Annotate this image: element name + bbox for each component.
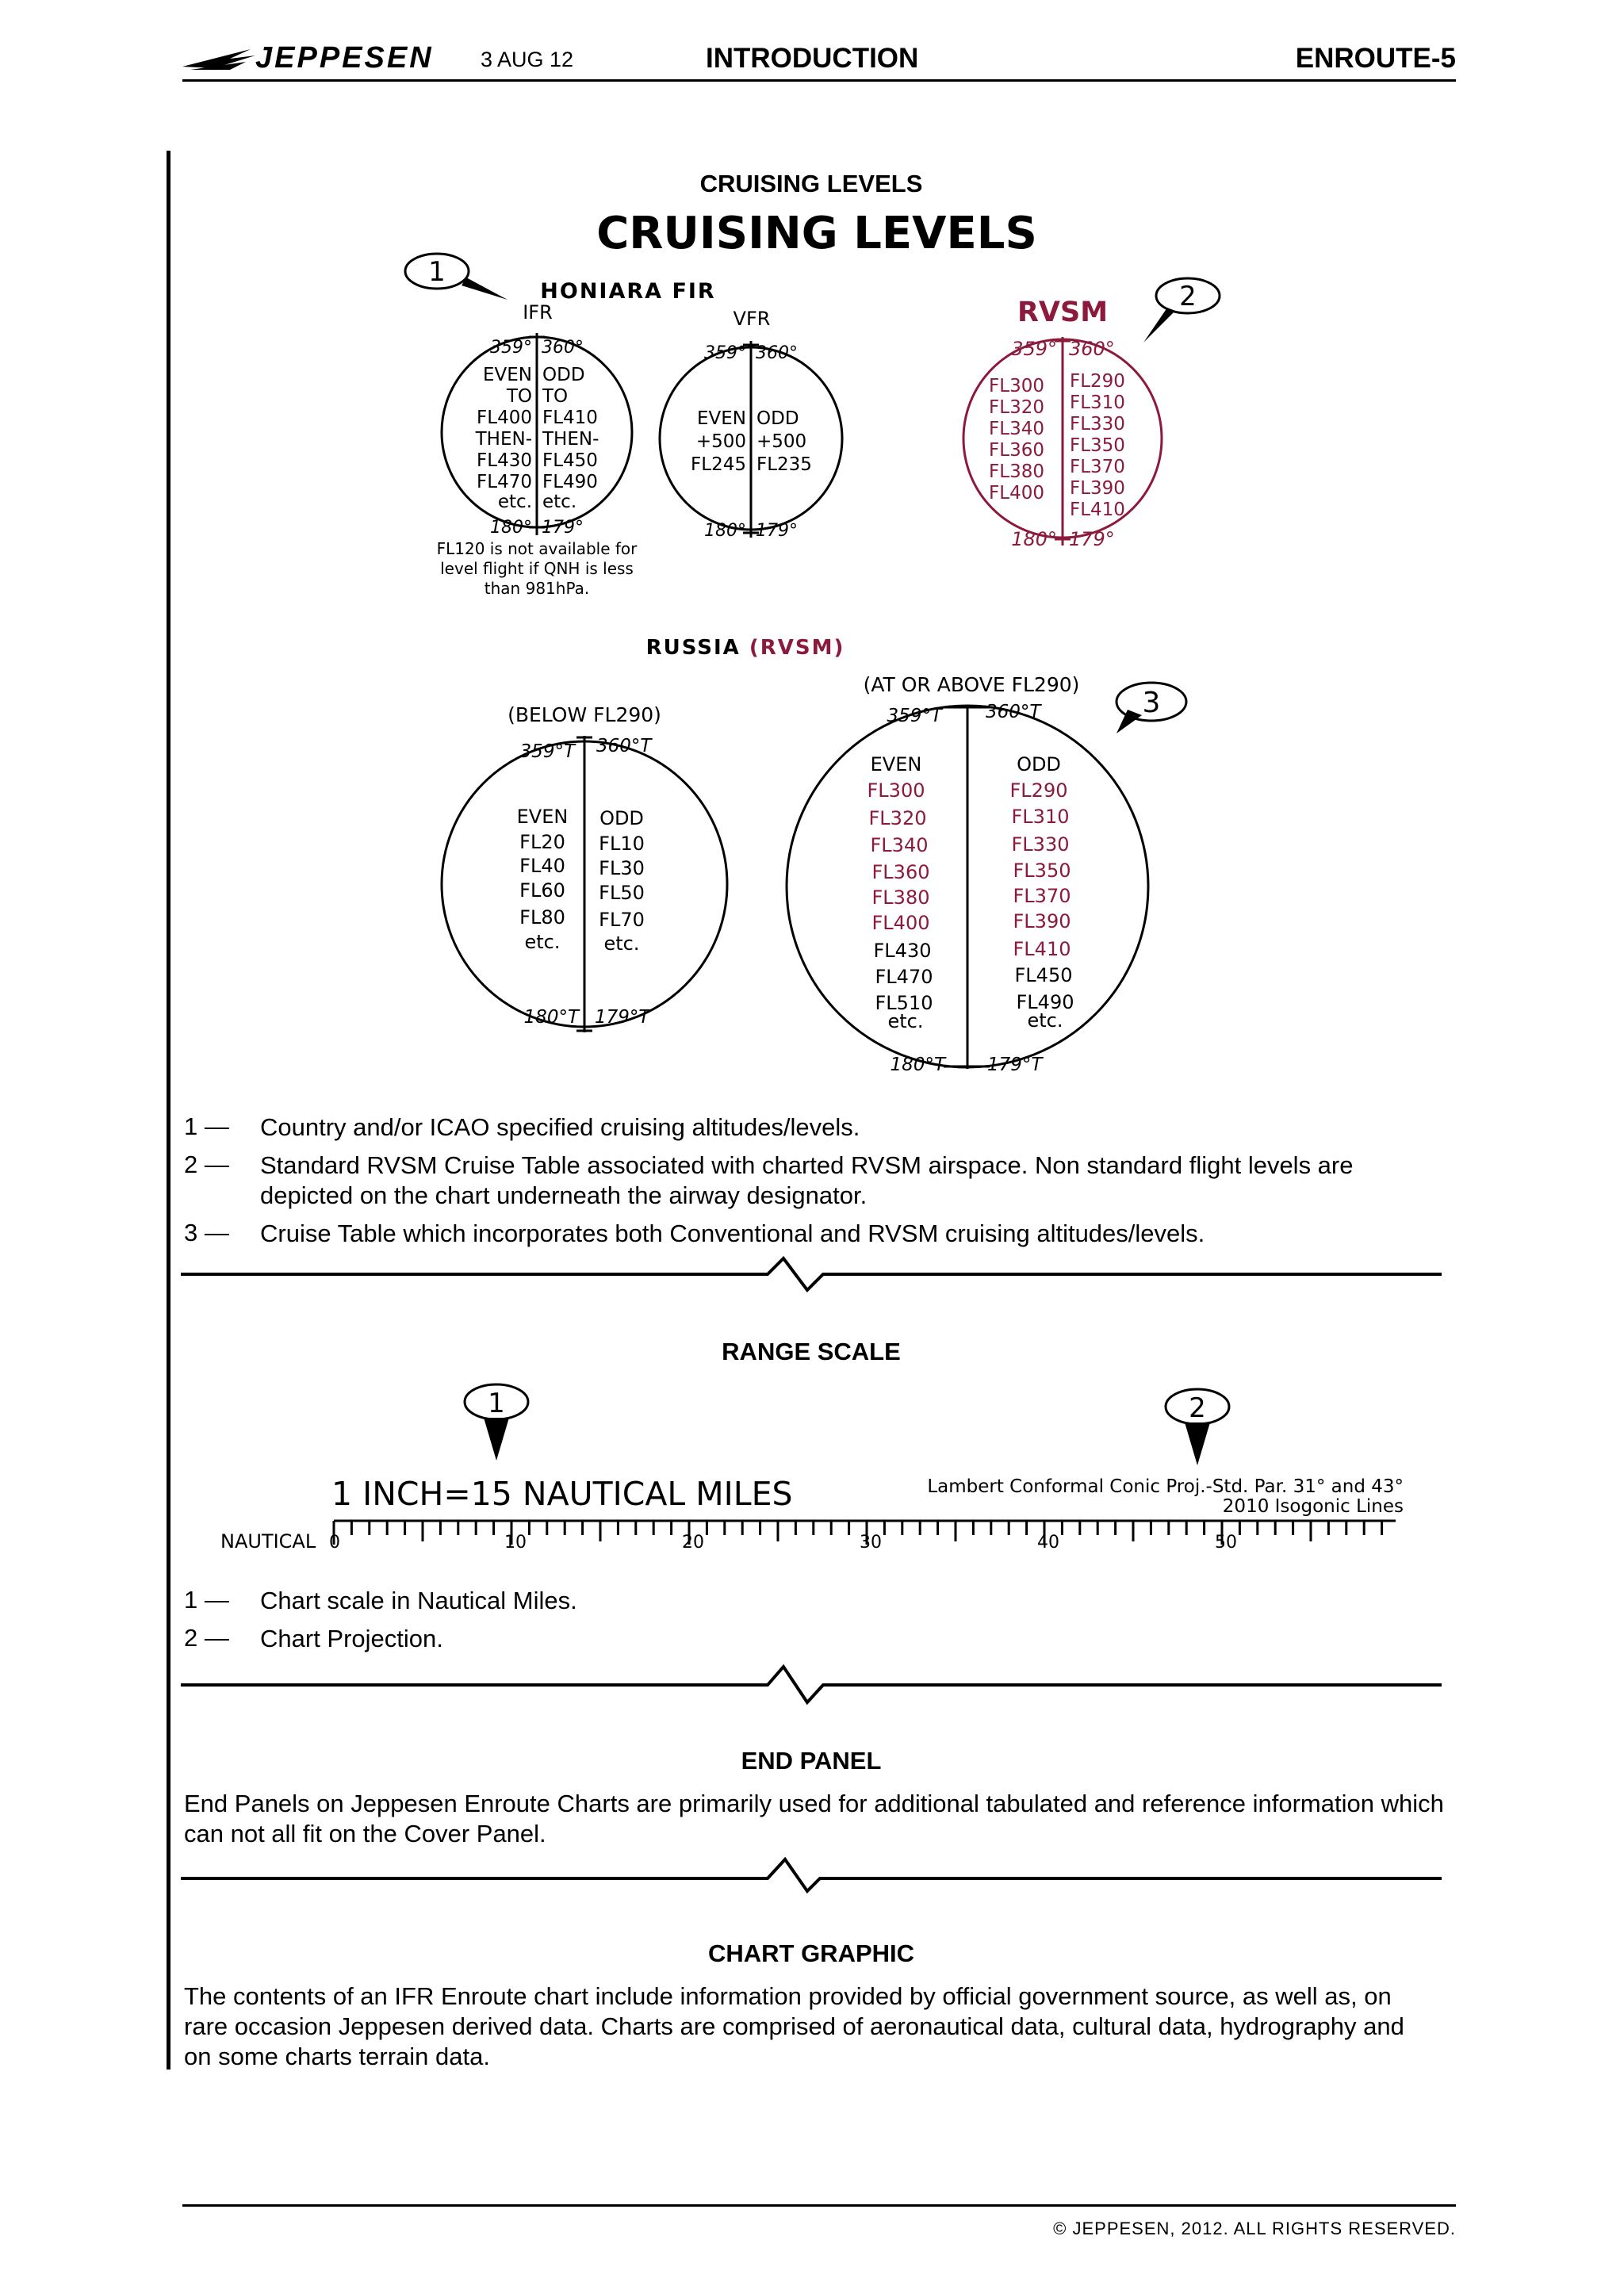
section-divider [181,1850,1450,1897]
below-left-4: FL80 [519,906,565,928]
jeppesen-logo-icon [182,48,255,71]
tick-label-10: 10 [504,1533,527,1550]
range-scale-section-title: RANGE SCALE [722,1338,901,1365]
deg-360: 360° [542,338,584,358]
header-date: 3 AUG 12 [481,48,574,71]
rvsm-left-2: FL340 [989,419,1044,439]
rvsm-right-6: FL410 [1070,500,1125,520]
vfr-deg-360: 360° [756,343,798,363]
chart-graphic-paragraph: The contents of an IFR Enroute chart include information provided by official government source, as well as, on rare occasion Jeppesen derived data. Charts are comprised of aeronautical data, cultural data, hydrography and on some charts terrain data. [184,1982,1404,2070]
ifr-left-6: etc. [497,492,532,512]
callout-1 [405,254,508,300]
below-right-4: FL70 [599,909,645,931]
cruising-levels-section-title: CRUISING LEVELS [699,170,923,197]
figure-title: CRUISING LEVELS [596,208,1037,259]
below-left-2: FL40 [519,855,565,877]
tick-label-0: 0 [329,1533,340,1550]
range-callout-2-label: 2 [1189,1392,1206,1424]
ifr-right-6: etc. [542,492,577,512]
list-item-text: Standard RVSM Cruise Table associated with charted RVSM airspace. Non standard flight levels are depicted on the chart underneath the airway designator. [260,1151,1354,1209]
nautical-axis-label: NAUTICAL [220,1530,316,1550]
list-number: 1 — [184,1586,229,1614]
chart-graphic-section-title: CHART GRAPHIC [707,1939,915,1967]
ifr-right-2: FL410 [542,408,598,428]
below-right-3: FL50 [599,882,645,904]
above-left-2: FL320 [868,807,927,829]
header-page-number: ENROUTE-5 [1295,43,1456,74]
ifr-right-1: TO [542,386,569,407]
below-label: (BELOW FL290) [508,703,661,726]
rvsm-left-5: FL400 [989,483,1044,503]
above-right-10: etc. [1027,1009,1063,1032]
ifr-label: IFR [523,301,553,324]
list-item-text: Country and/or ICAO specified cruising altitudes/levels. [260,1113,860,1141]
vfr-left-0: EVEN [696,408,746,429]
rvsm-right-1: FL310 [1070,392,1125,413]
header-section: INTRODUCTION [706,43,919,74]
vfr-left-2: FL245 [691,454,746,475]
vfr-left-1: +500 [695,431,746,452]
ifr-left-2: FL400 [477,408,532,428]
above-left-8: FL470 [875,966,933,988]
above-right-7: FL410 [1013,938,1071,960]
deg-180: 180° [490,518,532,538]
end-panel-section-title: END PANEL [741,1747,882,1775]
rvsm-left-3: FL360 [989,440,1044,461]
above-deg-360t: 360°T [986,702,1041,722]
above-left-6: FL400 [871,912,930,934]
below-left-0: EVEN [516,806,569,828]
honiara-note-line-2: level flight if QNH is less [440,559,634,578]
below-deg-359t: 359°T [519,741,575,762]
list-item-text: Cruise Table which incorporates both Conventional and RVSM cruising altitudes/levels. [260,1219,1205,1247]
list-number: 2 — [184,1624,229,1652]
callout-3 [1116,683,1186,733]
range-callout-1-label: 1 [488,1388,505,1419]
range-callout-1 [465,1384,528,1461]
ifr-left-4: FL430 [477,450,532,471]
above-right-8: FL450 [1014,964,1073,986]
below-deg-180t: 180°T [523,1007,579,1028]
above-label: (AT OR ABOVE FL290) [863,673,1080,696]
tick-label-30: 30 [860,1533,882,1550]
rvsm-deg-360: 360° [1069,338,1115,360]
footer-rule [182,2204,1456,2207]
vfr-right-2: FL235 [756,454,812,475]
callout-3-label: 3 [1142,687,1161,719]
rvsm-right-0: FL290 [1070,371,1125,392]
ifr-right-3: THEN- [542,429,599,450]
section-divider [181,1249,1450,1296]
rvsm-deg-359: 359° [1011,338,1057,360]
range-callout-2 [1166,1389,1229,1465]
below-deg-360t: 360°T [596,736,652,756]
below-deg-179t: 179°T [595,1007,650,1028]
vfr-deg-179: 179° [756,521,798,541]
above-left-0: EVEN [870,753,922,775]
rvsm-right-5: FL390 [1070,478,1125,499]
above-left-1: FL300 [867,779,925,802]
list-number: 2 — [184,1151,229,1178]
tick-label-50: 50 [1215,1533,1237,1550]
above-right-6: FL390 [1013,910,1071,932]
list-number: 1 — [184,1112,229,1140]
section-divider [181,1657,1450,1705]
russia-below-table [442,703,727,1032]
above-right-1: FL290 [1009,779,1068,802]
above-right-9: FL490 [1016,991,1074,1013]
rvsm-right-2: FL330 [1070,414,1125,435]
rvsm-right-4: FL370 [1070,457,1125,477]
rvsm-title: RVSM [1017,297,1109,328]
vfr-right-0: ODD [756,408,799,429]
cruising-levels-figure [0,198,1624,1102]
above-right-2: FL310 [1011,806,1070,828]
rvsm-left-0: FL300 [989,376,1044,396]
callout-1-label: 1 [428,256,446,288]
rvsm-deg-180: 180° [1011,528,1057,550]
above-left-5: FL380 [871,886,930,909]
footer-copyright: © JEPPESEN, 2012. ALL RIGHTS RESERVED. [1053,2219,1456,2238]
above-right-5: FL370 [1013,885,1071,907]
ifr-right-4: FL450 [542,450,598,471]
above-right-4: FL350 [1013,860,1071,882]
tick-label-40: 40 [1037,1533,1059,1550]
rvsm-table [963,297,1162,550]
vfr-right-1: +500 [756,431,807,452]
list-item-text: Chart scale in Nautical Miles. [260,1587,577,1614]
end-panel-paragraph: End Panels on Jeppesen Enroute Charts are primarily used for additional tabulated and reference information which can not all fit on the Cover Panel. [184,1790,1444,1847]
honiara-ifr-table [437,301,638,598]
above-left-9: FL510 [875,992,933,1014]
above-deg-179t: 179°T [987,1055,1043,1075]
below-left-3: FL60 [519,879,565,902]
rvsm-left-4: FL380 [989,461,1044,482]
callout-2-label: 2 [1179,281,1197,312]
callout-2 [1143,278,1220,343]
above-right-0: ODD [1017,753,1061,775]
vfr-label: VFR [733,308,771,330]
vfr-deg-180: 180° [704,521,746,541]
deg-179: 179° [542,518,584,538]
ifr-left-0: EVEN [482,365,532,385]
list-number: 3 — [184,1219,229,1246]
page-header [182,38,1456,82]
honiara-note-line-1: FL120 is not available for [436,539,638,558]
below-left-5: etc. [524,931,561,953]
tick-label-20: 20 [682,1533,704,1550]
brand-name: JEPPESEN [255,41,434,75]
ifr-left-3: THEN- [475,429,532,450]
projection-line-2: 2010 Isogonic Lines [1222,1496,1404,1517]
above-right-3: FL330 [1011,833,1070,856]
list-item-text: Chart Projection. [260,1625,443,1652]
deg-359: 359° [490,338,532,358]
below-right-2: FL30 [599,857,645,879]
header-rule [182,79,1456,82]
honiara-note-line-3: than 981hPa. [484,579,590,598]
above-deg-180t: 180°T [890,1055,945,1075]
scale-title: 1 INCH=15 NAUTICAL MILES [331,1475,793,1513]
honiara-vfr-table [660,308,842,541]
range-scale-figure [0,1376,1624,1550]
russia-title: RUSSIA (RVSM) [645,636,845,660]
ifr-right-5: FL490 [542,472,598,492]
honiara-title: HONIARA FIR [540,279,716,304]
below-right-5: etc. [603,932,640,955]
below-left-1: FL20 [519,831,565,853]
above-deg-359t: 359°T [887,706,942,726]
ifr-left-5: FL470 [477,472,532,492]
russia-above-table [787,673,1148,1075]
vfr-deg-359: 359° [704,343,746,363]
above-left-4: FL360 [871,861,930,883]
projection-line-1: Lambert Conformal Conic Proj.-Std. Par. 31° and 43° [927,1476,1404,1497]
rvsm-right-3: FL350 [1070,435,1125,456]
above-left-10: etc. [887,1010,924,1032]
above-left-7: FL430 [873,940,932,962]
ifr-left-1: TO [506,386,532,407]
above-left-3: FL340 [870,834,929,856]
below-right-1: FL10 [599,833,645,855]
ifr-right-0: ODD [542,365,585,385]
rvsm-left-1: FL320 [989,397,1044,418]
below-right-0: ODD [599,807,644,829]
rvsm-deg-179: 179° [1069,528,1115,550]
